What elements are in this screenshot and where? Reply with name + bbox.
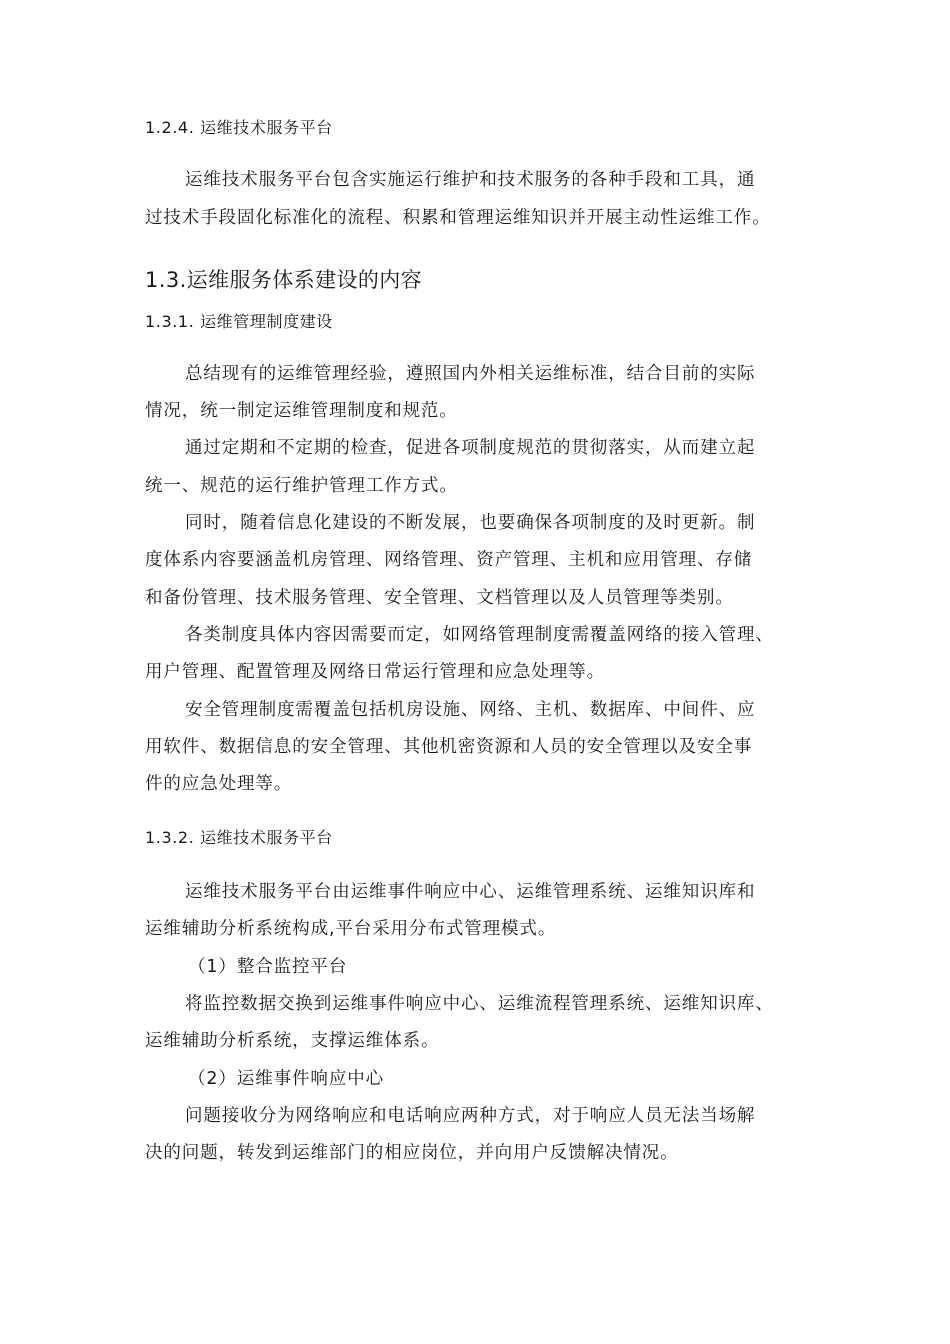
paragraph-line: 用户管理、配置管理及网络日常运行管理和应急处理等。 xyxy=(145,662,605,682)
paragraph-line: 通过定期和不定期的检查，促进各项制度规范的贯彻落实，从而建立起 xyxy=(185,438,756,458)
major-heading-1-3: 1.3.运维服务体系建设的内容 xyxy=(145,268,423,292)
paragraph-line: 将监控数据交换到运维事件响应中心、运维流程管理系统、运维知识库、 xyxy=(185,994,774,1014)
paragraph-line: 统一、规范的运行维护管理工作方式。 xyxy=(145,476,458,496)
paragraph-line: 运维辅助分析系统，支撑运维体系。 xyxy=(145,1031,440,1051)
paragraph-line: 同时，随着信息化建设的不断发展，也要确保各项制度的及时更新。制 xyxy=(185,513,756,533)
paragraph-line: 件的应急处理等。 xyxy=(145,774,293,794)
paragraph-line: 用软件、数据信息的安全管理、其他机密资源和人员的安全管理以及安全事 xyxy=(145,737,753,757)
paragraph-line: 运维技术服务平台由运维事件响应中心、运维管理系统、运维知识库和 xyxy=(185,882,756,902)
section-heading-1-3-1: 1.3.1. 运维管理制度建设 xyxy=(145,312,333,331)
paragraph-line: 运维技术服务平台包含实施运行维护和技术服务的各种手段和工具，通 xyxy=(185,170,756,190)
section-heading-1-3-2: 1.3.2. 运维技术服务平台 xyxy=(145,828,333,847)
paragraph-line: 和备份管理、技术服务管理、安全管理、文档管理以及人员管理等类别。 xyxy=(145,588,734,608)
list-item-label: （1）整合监控平台 xyxy=(188,957,348,977)
paragraph-line: 度体系内容要涵盖机房管理、网络管理、资产管理、主机和应用管理、存储 xyxy=(145,550,753,570)
paragraph-line: 问题接收分为网络响应和电话响应两种方式，对于响应人员无法当场解 xyxy=(185,1106,756,1126)
paragraph-line: 情况，统一制定运维管理制度和规范。 xyxy=(145,401,458,421)
section-heading-1-2-4: 1.2.4. 运维技术服务平台 xyxy=(145,118,333,137)
paragraph-line: 过技术手段固化标准化的流程、积累和管理运维知识并开展主动性运维工作。 xyxy=(145,208,771,228)
paragraph-line: 安全管理制度需覆盖包括机房设施、网络、主机、数据库、中间件、应 xyxy=(185,700,756,720)
paragraph-line: 运维辅助分析系统构成,平台采用分布式管理模式。 xyxy=(145,919,557,939)
paragraph-line: 决的问题，转发到运维部门的相应岗位，并向用户反馈解决情况。 xyxy=(145,1143,679,1163)
paragraph-line: 总结现有的运维管理经验，遵照国内外相关运维标准，结合目前的实际 xyxy=(185,364,756,384)
paragraph-line: 各类制度具体内容因需要而定，如网络管理制度需覆盖网络的接入管理、 xyxy=(185,625,774,645)
list-item-label: （2）运维事件响应中心 xyxy=(188,1069,385,1089)
